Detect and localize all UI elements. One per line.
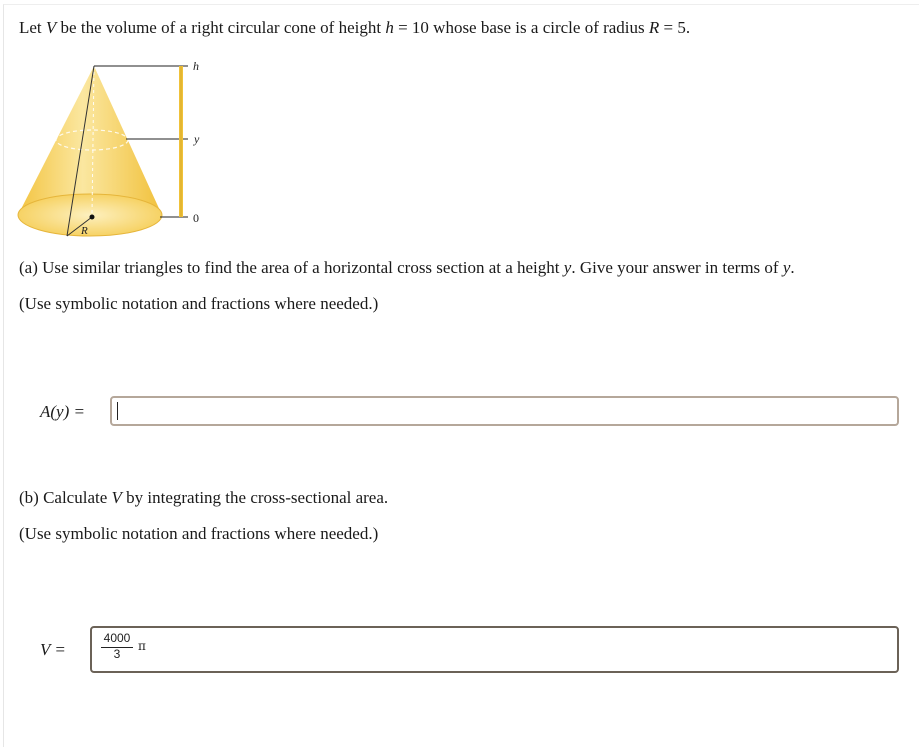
- fraction-denominator: 3: [113, 647, 121, 661]
- part-b-v-symbol: V: [111, 488, 122, 507]
- part-b-prompt-prefix: (b) Calculate: [19, 488, 108, 507]
- radius-equation: = 5.: [663, 18, 691, 37]
- label-r: R: [81, 225, 88, 237]
- problem-statement: [19, 18, 690, 38]
- intro-text: be the volume of a right circular cone of height: [60, 18, 382, 37]
- cone-diagram: [10, 52, 220, 242]
- part-a-period: .: [790, 258, 795, 277]
- volume-label: V =: [40, 640, 66, 659]
- pi-constant: π: [138, 639, 146, 653]
- part-a-y-symbol-2: y: [782, 258, 791, 277]
- area-answer-input[interactable]: [110, 396, 899, 426]
- part-a-prompt: [19, 258, 795, 278]
- part-b-note: (Use symbolic notation and fractions where needed.): [19, 524, 379, 543]
- text-cursor: [117, 402, 118, 420]
- part-a-prompt-text-2: . Give your answer in terms of: [571, 258, 779, 277]
- volume-answer-input[interactable]: [90, 626, 899, 673]
- volume-symbol: V: [45, 18, 57, 37]
- fraction-numerator: 4000: [103, 631, 131, 645]
- height-symbol: h: [385, 18, 394, 37]
- height-equation: = 10 whose base is a circle of radius: [398, 18, 645, 37]
- part-b-prompt: [19, 488, 388, 508]
- part-a-note: (Use symbolic notation and fractions where needed.): [19, 294, 379, 313]
- part-b-prompt-text: by integrating the cross-sectional area.: [126, 488, 389, 507]
- cone-figure: [10, 52, 220, 242]
- radius-symbol: R: [648, 18, 660, 37]
- intro-prefix: Let: [19, 18, 42, 37]
- label-h: h: [193, 59, 199, 73]
- area-label: A(y) =: [40, 402, 85, 421]
- part-a-y-symbol: y: [563, 258, 572, 277]
- base-center-dot: [90, 215, 95, 220]
- label-zero: 0: [193, 211, 199, 225]
- label-y: y: [194, 132, 200, 146]
- part-a-prompt-text: (a) Use similar triangles to find the area of a horizontal cross section at a height: [19, 258, 560, 277]
